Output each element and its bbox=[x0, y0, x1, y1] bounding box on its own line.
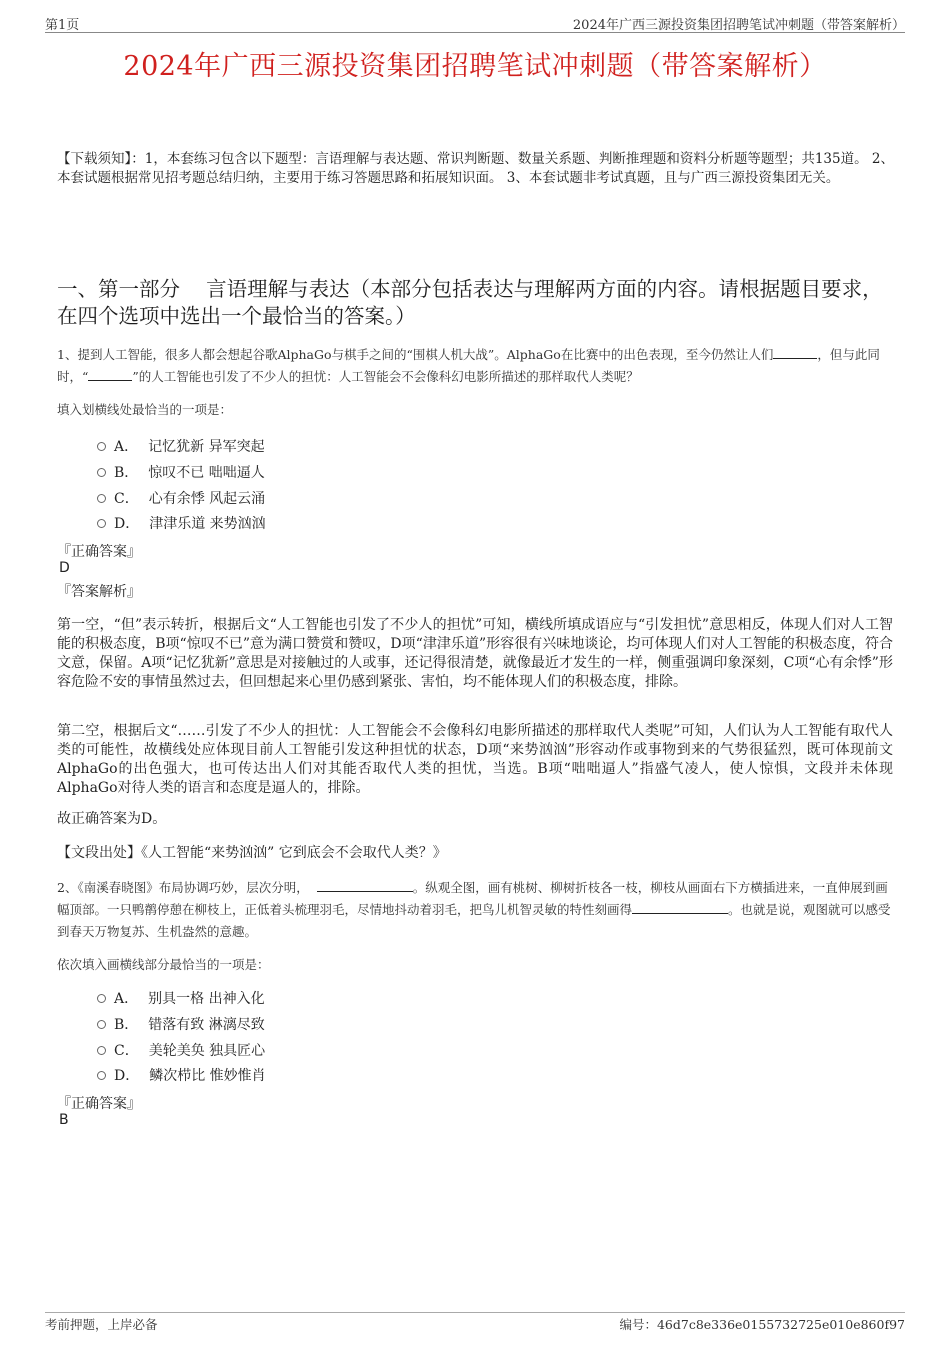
option-letter: C． bbox=[114, 491, 139, 507]
option-text: 错落有致 淋漓尽致 bbox=[148, 1017, 265, 1033]
option-text: 心有余悸 风起云涌 bbox=[148, 491, 266, 507]
correct-answer: B bbox=[59, 1112, 69, 1128]
q2-option-b[interactable] bbox=[97, 1014, 265, 1034]
option-letter: C． bbox=[114, 1043, 139, 1059]
footer-slogan: 考前押题，上岸必备 bbox=[45, 1317, 158, 1332]
answer-blank bbox=[773, 346, 817, 359]
q1-text-c: ”的人工智能也引发了不少人的担忧：人工智能会不会像科幻电影所描述的那样取代人类呢？ bbox=[132, 369, 639, 384]
radio-button[interactable] bbox=[97, 494, 106, 503]
answer-blank bbox=[317, 879, 413, 892]
source-text: 《人工智能“来势汹汹” 它到底会不会取代人类？》 bbox=[141, 845, 447, 861]
header-divider bbox=[45, 32, 905, 33]
document-title: 2024年广西三源投资集团招聘笔试冲刺题（带答案解析） bbox=[123, 51, 827, 82]
correct-answer-label: 『正确答案』 bbox=[57, 1096, 141, 1112]
source-label: 【文段出处】 bbox=[57, 845, 141, 861]
radio-button[interactable] bbox=[97, 468, 106, 477]
option-text: 美轮美奂 独具匠心 bbox=[148, 1043, 266, 1059]
q2-text-b: 。纵观全图，画有桃树、柳树折枝各一枝，柳枝从画面右下方横插进来，一直伸展到画幅顶部。一只鸭鹡停憩在柳枝上，正低着头梳理羽毛，尽情地抖动着羽毛，把鸟儿机智灵敏的特性刻画得 bbox=[57, 880, 888, 917]
q1-option-c[interactable] bbox=[97, 488, 265, 508]
q2-option-d[interactable] bbox=[97, 1065, 266, 1085]
option-text: 记忆犹新 异军突起 bbox=[148, 439, 265, 455]
radio-button[interactable] bbox=[97, 519, 106, 528]
correct-answer-label: 『正确答案』 bbox=[57, 544, 141, 560]
analysis-paragraph: 第一空，“但”表示转折，根据后文“人工智能也引发了不少人的担忧”可知，横线所填成语应与“引发担忧”意思相反，体现人们对人工智能的积极态度，B项“惊叹不已”意为满口赞赏和赞叹，D项“津津乐道”形容很有兴味地谈论，均可体现人们对人工智能的积极态度，符合文意，保留。A项“记忆犹新”意思是对接触过的人或事，还记得很清楚，就像最近才发生的一样，侧重强调印象深刻，C项“心有余悸”形容危险不安的事情虽然过去，但回想起来心里仍感到紧张、害怕，均不能体现人们的积极态度，排除。 bbox=[57, 617, 893, 690]
option-letter: D． bbox=[114, 516, 140, 532]
analysis-conclusion: 故正确答案为D。 bbox=[57, 811, 167, 827]
option-letter: D． bbox=[114, 1068, 140, 1084]
radio-button[interactable] bbox=[97, 994, 106, 1003]
analysis-label: 『答案解析』 bbox=[57, 584, 141, 600]
question-1-prompt: 填入划横线处最恰当的一项是： bbox=[57, 402, 233, 417]
radio-button[interactable] bbox=[97, 1046, 106, 1055]
page-number: 第1页 bbox=[45, 18, 80, 33]
footer-divider bbox=[45, 1312, 905, 1313]
q2-option-a[interactable] bbox=[97, 988, 265, 1008]
download-notice bbox=[57, 150, 897, 188]
q1-text-b: ，但与此同时，“ bbox=[57, 347, 880, 384]
analysis-paragraph: 第二空，根据后文“……引发了不少人的担忧：人工智能会不会像科幻电影所描述的那样取代人类呢”可知，人们认为人工智能有取代人类的可能性，故横线处应体现目前人工智能引发这种担忧的状态，D项“来势汹汹”形容动作或事物到来的气势很猛烈，既可体现前文AlphaGo的出色强大，也可传达出人们对其能否取代人类的担忧，当选。B项“咄咄逼人”指盛气凌人，使人惊惧，文段并未体现AlphaGo对待人类的语言和态度是逼人的，排除。 bbox=[57, 723, 893, 796]
question-2-stem bbox=[57, 877, 897, 943]
option-letter: A． bbox=[114, 991, 139, 1007]
notice-label: 【下载须知】 bbox=[57, 151, 132, 167]
option-letter: B． bbox=[114, 1017, 139, 1033]
q2-text-c: 。也就是说，观图就可以感受到春天万物复苏、生机盎然的意趣。 bbox=[57, 902, 891, 939]
option-text: 鳞次栉比 惟妙惟肖 bbox=[149, 1068, 266, 1084]
option-letter: A． bbox=[114, 439, 139, 455]
section-heading: 一、第一部分 言语理解与表达（本部分包括表达与理解两方面的内容。请根据题目要求，在四个选项中选出一个最恰当的答案。） bbox=[57, 277, 883, 328]
answer-blank bbox=[88, 368, 132, 381]
q1-option-b[interactable] bbox=[97, 462, 265, 482]
radio-button[interactable] bbox=[97, 442, 106, 451]
q2-text-a: 2、《南溪春晓图》布局协调巧妙，层次分明， bbox=[57, 880, 309, 895]
question-1-stem bbox=[57, 344, 897, 388]
document-id: 编号：46d7c8e336e0155732725e010e860f97 bbox=[619, 1317, 905, 1332]
q1-option-a[interactable] bbox=[97, 436, 265, 456]
answer-blank bbox=[632, 901, 728, 914]
passage-source bbox=[57, 844, 893, 863]
option-text: 惊叹不已 咄咄逼人 bbox=[148, 465, 265, 481]
option-letter: B． bbox=[114, 465, 139, 481]
q2-option-c[interactable] bbox=[97, 1040, 265, 1060]
notice-text: ：1，本套练习包含以下题型：言语理解与表达题、常识判断题、数量关系题、判断推理题和资料分析题等题型；共135道。 2、本套试题根据常见招考题总结归纳，主要用于练习答题思路和拓展知识面。 3、本套试题非考试真题，且与广西三源投资集团无关。 bbox=[57, 151, 894, 186]
q1-text-a: 1、提到人工智能，很多人都会想起谷歌AlphaGo与棋手之间的“围棋人机大战”。AlphaGo在比赛中的出色表现，至今仍然让人们 bbox=[57, 347, 774, 362]
correct-answer: D bbox=[59, 560, 70, 576]
running-title: 2024年广西三源投资集团招聘笔试冲刺题（带答案解析） bbox=[572, 18, 905, 33]
option-text: 津津乐道 来势汹汹 bbox=[149, 516, 266, 532]
option-text: 别具一格 出神入化 bbox=[148, 991, 265, 1007]
radio-button[interactable] bbox=[97, 1071, 106, 1080]
radio-button[interactable] bbox=[97, 1020, 106, 1029]
question-2-prompt: 依次填入画横线部分最恰当的一项是： bbox=[57, 957, 270, 972]
q1-option-d[interactable] bbox=[97, 513, 266, 533]
